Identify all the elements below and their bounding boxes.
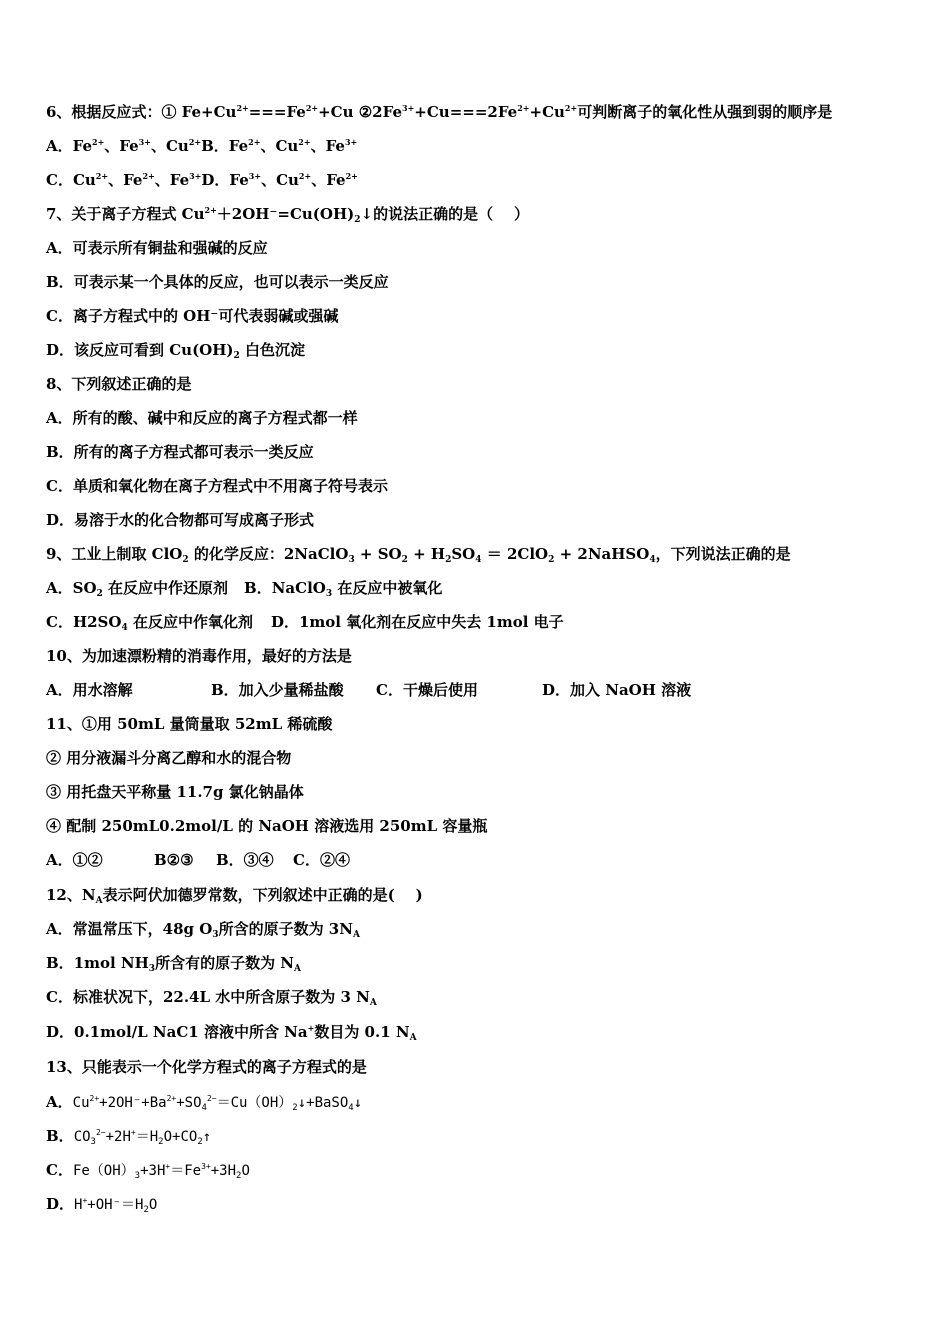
q11-option-c: C．②④ — [293, 851, 350, 869]
q11-option-a: A．①② — [46, 851, 103, 869]
q8-option-a: A．所有的酸、碱中和反应的离子方程式都一样 — [46, 409, 358, 427]
q7-option-d: D．该反应可看到 $Cu(OH)_2$ 白色沉淀 — [46, 341, 306, 361]
q13-stem: 13、只能表示一个化学方程式的离子方程式的是 — [46, 1058, 367, 1076]
q6-options-ab: A．$Fe^{2+}$、$Fe^{3+}$、$Cu^{2+}B$．$Fe^{2+}$、$Cu^{2+}$、$Fe^{3+}$ — [46, 137, 358, 155]
q8-option-b: B．所有的离子方程式都可表示一类反应 — [46, 443, 314, 461]
q11-option-b1: B②③ — [154, 851, 194, 869]
q10-options — [46, 678, 906, 702]
q12-stem: 12、$N_A$表示阿伏加德罗常数，下列叙述中正确的是( ) — [46, 886, 423, 906]
q9-options-ab: A．$SO_2$ 在反应中作还原剂 B．NaClO$_3$ 在反应中被氧化 — [46, 579, 443, 599]
q11-item-3: ③ 用托盘天平称量 11.7g 氯化钠晶体 — [46, 783, 304, 801]
q10-option-a: A．用水溶解 — [46, 681, 133, 699]
q10-option-d: D．加入 NaOH 溶液 — [542, 681, 692, 699]
q7-option-c: C．离子方程式中的 OH⁻可代表弱碱或强碱 — [46, 307, 339, 325]
q12-option-b: B．1mol $NH_3$所含有的原子数为 $N_A$ — [46, 954, 301, 974]
q11-options — [46, 848, 446, 872]
q12-option-d: D．0.1mol/L NaC1 溶液中所含 Na+数目为 0.1 $N_A$ — [46, 1023, 417, 1043]
q13-option-b: B．$CO_3^{2-}+2H^+=H_2O+CO_2↑$ — [46, 1127, 212, 1147]
q10-option-c: C．干燥后使用 — [376, 681, 478, 699]
q7-option-b: B．可表示某一个具体的反应，也可以表示一类反应 — [46, 273, 389, 291]
q11-stem: 11、①用 50mL 量筒量取 52mL 稀硫酸 — [46, 715, 333, 733]
q11-item-4: ④ 配制 250mL0.2mol/L 的 NaOH 溶液选用 250mL 容量瓶 — [46, 817, 488, 835]
q7-option-a: A．可表示所有铜盐和强碱的反应 — [46, 239, 268, 257]
q13-option-d: D．$H^++OH^-=H_2O$ — [46, 1195, 158, 1215]
q10-option-b: B．加入少量稀盐酸 — [211, 681, 344, 699]
q12-option-c: C．标准状况下，22.4L 水中所含原子数为 3 $N_A$ — [46, 988, 377, 1008]
q12-option-a: A．常温常压下，48g $O_3$所含的原子数为 $3N_A$ — [46, 920, 360, 940]
q6-stem: 6、根据反应式：① $Fe+Cu^{2+}===Fe^{2+}+Cu$ $②2Fe^{3+}+Cu===2Fe^{2+}+Cu^{2+}$可判断离子的氧化性从强到弱的顺序是 — [46, 103, 833, 121]
q6-options-cd: C．$Cu^{2+}$、$Fe^{2+}$、$Fe^{3+}D$．$Fe^{3+}$、$Cu^{2+}$、$Fe^{2+}$ — [46, 171, 358, 189]
q11-item-2: ② 用分液漏斗分离乙醇和水的混合物 — [46, 749, 292, 767]
q11-option-b2: B．③④ — [216, 851, 274, 869]
q13-option-c: C．$Fe(OH)_3+3H^+=Fe^{3+}+3H_2O$ — [46, 1161, 250, 1181]
q7-stem: 7、关于离子方程式 $Cu^{2+}+2OH^-=Cu(OH)_2↓$的说法正确的是（ ） — [46, 205, 529, 225]
q8-stem: 8、下列叙述正确的是 — [46, 375, 192, 393]
q9-stem: 9、工业上制取 ClO$_2$ 的化学反应：2NaClO$_3$ + $SO_2 + H_2SO_4 = 2ClO_2$ + 2NaHSO$_4$，下列说法正确的是 — [46, 545, 791, 565]
q8-option-d: D．易溶于水的化合物都可写成离子形式 — [46, 511, 315, 529]
q10-stem: 10、为加速漂粉精的消毒作用，最好的方法是 — [46, 647, 352, 665]
q13-option-a: A．$Cu^{2+}+2OH^-+Ba^{2+}+SO_4^{2-}=Cu(OH)_2↓+BaSO_4↓$ — [46, 1093, 363, 1113]
q8-option-c: C．单质和氧化物在离子方程式中不用离子符号表示 — [46, 477, 388, 495]
q9-options-cd: C．$H2SO_4$ 在反应中作氧化剂 D．1mol 氧化剂在反应中失去 1mol 电子 — [46, 613, 564, 633]
